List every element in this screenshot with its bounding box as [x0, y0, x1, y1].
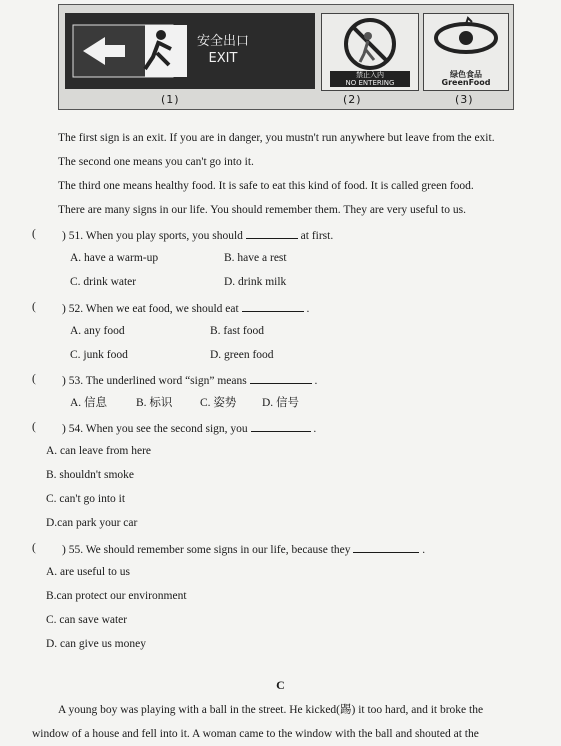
answer-paren: (: [32, 542, 36, 554]
question-stem: ) 55. We should remember some signs in our life, because they: [62, 544, 351, 556]
question-stem: ) 54. When you see the second sign, you: [62, 423, 248, 435]
option: D. drink milk: [224, 276, 287, 288]
passage-line: There are many signs in our life. You should remember them. They are very useful to us.: [58, 204, 466, 216]
story-line: window of a house and fell into it. A woman came to the window with the ball and shouted at the: [32, 728, 479, 740]
answer-blank[interactable]: [353, 541, 419, 553]
question-52: [62, 300, 309, 316]
option: C. 姿势: [200, 397, 237, 409]
answer-paren: (: [32, 373, 36, 385]
no-entering-chinese: 禁止入内: [356, 71, 384, 79]
option: A. have a warm-up: [70, 252, 159, 264]
question-stem-end: .: [306, 303, 310, 315]
option: D. green food: [210, 349, 274, 361]
option: A. can leave from here: [46, 445, 152, 457]
option: A. any food: [70, 325, 125, 337]
green-food-english: GreenFood: [441, 78, 491, 87]
option: B. shouldn't smoke: [46, 469, 135, 481]
option: C. can save water: [46, 614, 128, 626]
passage-line: The first sign is an exit. If you are in danger, you mustn't run anywhere but leave from the exit.: [58, 132, 495, 144]
sign-images-panel: [58, 4, 514, 110]
option: D. 信号: [262, 397, 300, 409]
question-stem-end: .: [313, 423, 317, 435]
no-entering-english: NO ENTERING: [345, 79, 395, 87]
answer-blank[interactable]: [246, 227, 298, 239]
running-person-exit-icon: [65, 13, 315, 89]
sign-label-3: (3): [455, 93, 474, 106]
question-55: [62, 541, 425, 557]
no-entry-icon: [322, 14, 418, 76]
option: B.can protect our environment: [46, 590, 187, 602]
exit-sign-image: [65, 13, 315, 89]
option: C. drink water: [70, 276, 137, 288]
option: B. 标识: [136, 397, 173, 409]
question-51: [62, 227, 333, 243]
green-food-chinese: 绿色食品: [450, 70, 482, 79]
green-food-sign-image: [423, 13, 509, 91]
exit-sign-english: EXIT: [208, 51, 238, 66]
answer-paren: (: [32, 421, 36, 433]
section-heading: C: [276, 678, 285, 692]
question-stem: ) 53. The underlined word “sign” means: [62, 375, 247, 387]
passage-line: The third one means healthy food. It is safe to eat this kind of food. It is called green food.: [58, 180, 474, 192]
option: C. can't go into it: [46, 493, 126, 505]
exit-sign-chinese: 安全出口: [197, 34, 250, 49]
answer-paren: (: [32, 228, 36, 240]
sign-label-1: (1): [161, 93, 180, 106]
no-entering-sign-image: [321, 13, 419, 91]
question-stem-end: at first.: [300, 230, 334, 242]
option: A. are useful to us: [46, 566, 130, 578]
option: D. can give us money: [46, 638, 146, 650]
sign-labels: [59, 93, 513, 107]
question-stem: ) 52. When we eat food, we should eat: [62, 303, 239, 315]
question-53: [62, 372, 317, 388]
option: A. 信息: [70, 397, 108, 409]
passage-line: The second one means you can't go into it.: [58, 156, 254, 168]
option: B. have a rest: [224, 252, 287, 264]
answer-blank[interactable]: [250, 372, 312, 384]
question-stem: ) 51. When you play sports, you should: [62, 230, 243, 242]
green-food-logo-icon: [424, 14, 508, 62]
story-line: A young boy was playing with a ball in the street. He kicked(踢) it too hard, and it broke the: [58, 704, 484, 716]
option: C. junk food: [70, 349, 128, 361]
question-stem-end: .: [314, 375, 318, 387]
option: D.can park your car: [46, 517, 138, 529]
answer-blank[interactable]: [242, 300, 304, 312]
question-stem-end: .: [422, 544, 426, 556]
sign-label-2: (2): [343, 93, 362, 106]
question-54: [62, 420, 316, 436]
answer-paren: (: [32, 301, 36, 313]
option: B. fast food: [210, 325, 264, 337]
answer-blank[interactable]: [251, 420, 311, 432]
